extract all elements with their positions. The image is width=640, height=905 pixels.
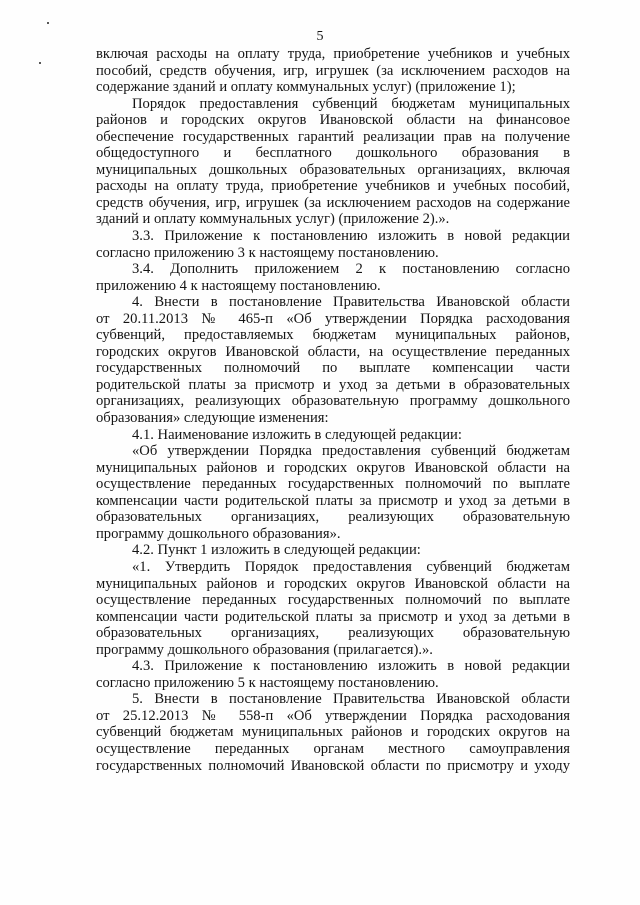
- text-line: муниципальных дошкольных образовательных организациях, включая: [96, 161, 570, 178]
- text-line: «Об утверждении Порядка предоставления субвенций бюджетам: [132, 443, 570, 460]
- text-line: расходы на оплату труда, приобретение учебников и учебных пособий,: [96, 178, 570, 195]
- text-line: зданий и оплату коммунальных услуг) (приложение 2).».: [96, 211, 450, 228]
- page-number: 5: [316, 29, 324, 44]
- text-line: осуществление переданных государственных полномочий по выплате: [96, 592, 570, 609]
- text-line: общедоступного и бесплатного дошкольного образования в: [96, 145, 570, 162]
- text-line: согласно приложению 5 к настоящему постановлению.: [96, 674, 439, 691]
- text-line: пособий, средств обучения, игр, игрушек (за исключением расходов на: [96, 62, 570, 79]
- text-line: 4.2. Пункт 1 изложить в следующей редакции:: [132, 542, 421, 559]
- text-line: образования» следующие изменения:: [96, 410, 329, 427]
- text-line: организациях, реализующих образовательную программу дошкольного: [96, 393, 570, 410]
- text-line: муниципальных районов и городских округов Ивановской области на: [96, 575, 570, 592]
- text-line: 3.3. Приложение к постановлению изложить в новой редакции: [132, 228, 570, 245]
- text-line: муниципальных районов и городских округов Ивановской области на: [96, 459, 570, 476]
- text-line: 4. Внести в постановление Правительства Ивановской области: [132, 294, 570, 311]
- text-line: содержание зданий и оплату коммунальных услуг) (приложение 1);: [96, 79, 516, 96]
- text-line: осуществление переданных органам местного самоуправления: [96, 740, 570, 757]
- text-line: государственных полномочий по выплате компенсации части: [96, 360, 570, 377]
- text-line: Порядок предоставления субвенций бюджетам муниципальных: [132, 95, 570, 112]
- text-line: от 20.11.2013 № 465-п «Об утверждении Порядка расходования: [96, 310, 570, 327]
- text-line: образовательных организациях, реализующих образовательную: [96, 509, 570, 526]
- text-line: средств обучения, игр, игрушек (за исключением расходов на содержание: [96, 194, 570, 211]
- text-line: осуществление переданных государственных полномочий по выплате: [96, 476, 570, 493]
- scan-speck: [47, 22, 49, 24]
- text-line: от 25.12.2013 № 558-п «Об утверждении Порядка расходования: [96, 707, 570, 724]
- text-line: программу дошкольного образования».: [96, 525, 341, 542]
- text-line: 3.4. Дополнить приложением 2 к постановлению согласно: [132, 261, 570, 278]
- text-line: компенсации части родительской платы за присмотр и уход за детьми в: [96, 492, 570, 509]
- text-line: компенсации части родительской платы за присмотр и уход за детьми в: [96, 608, 570, 625]
- text-line: родительской платы за присмотр и уход за детьми в образовательных: [96, 376, 570, 393]
- text-line: «1. Утвердить Порядок предоставления субвенций бюджетам: [132, 558, 570, 575]
- text-line: районов и городских округов Ивановской области на финансовое: [96, 112, 570, 129]
- text-line: приложению 4 к настоящему постановлению.: [96, 277, 381, 294]
- text-line: субвенций бюджетам муниципальных районов и городских округов на: [96, 724, 570, 741]
- text-line: образовательных организациях, реализующих образовательную: [96, 625, 570, 642]
- text-line: включая расходы на оплату труда, приобретение учебников и учебных: [96, 46, 570, 62]
- scan-speck: [39, 62, 41, 64]
- text-line: государственных полномочий Ивановской области по присмотру и уходу: [96, 757, 570, 774]
- text-line: 5. Внести в постановление Правительства Ивановской области: [132, 691, 570, 708]
- document-body: [96, 46, 570, 774]
- text-line: согласно приложению 3 к настоящему постановлению.: [96, 244, 439, 261]
- text-line: 4.1. Наименование изложить в следующей редакции:: [132, 426, 462, 443]
- text-line: обеспечение государственных гарантий реализации прав на получение: [96, 128, 570, 145]
- text-line: субвенций, предоставляемых бюджетам муниципальных районов,: [96, 327, 570, 344]
- text-line: 4.3. Приложение к постановлению изложить в новой редакции: [132, 658, 570, 675]
- text-line: городских округов Ивановской области, на осуществление переданных: [96, 343, 570, 360]
- text-line: программу дошкольного образования (прилагается).».: [96, 641, 433, 658]
